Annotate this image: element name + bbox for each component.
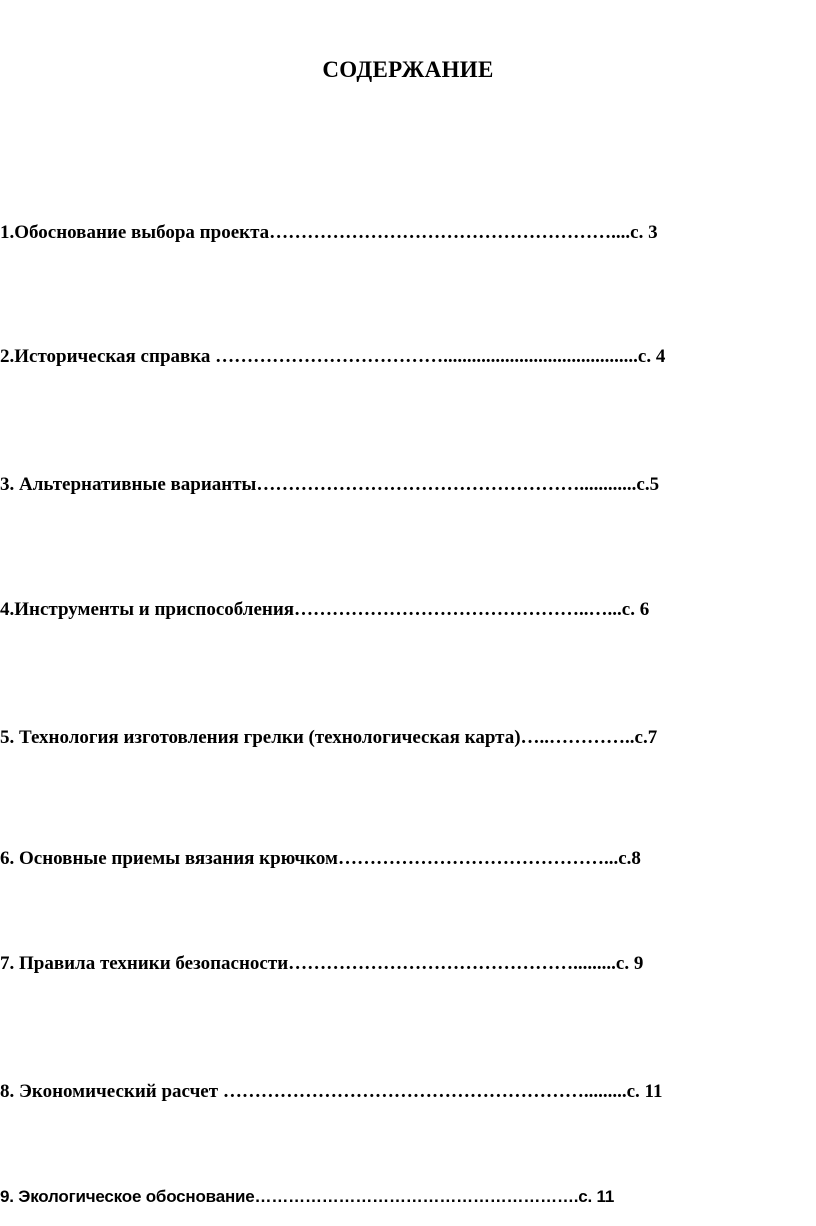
toc-entry-2: 2.Историческая справка ……………………………….........................................с. 4	[0, 346, 666, 367]
toc-entry-1: 1.Обоснование выбора проекта………………………………………………....с. 3	[0, 222, 658, 243]
toc-entry-4: 4.Инструменты и приспособления………………………………………..…...с. 6	[0, 599, 650, 620]
toc-entry-7: 7. Правила техники безопасности……………………………………….........с. 9	[0, 953, 644, 974]
toc-entry-9: 9. Экологическое обоснование………………………………………………….с. 11	[0, 1187, 615, 1206]
page-title: СОДЕРЖАНИЕ	[322, 57, 494, 82]
toc-entry-6: 6. Основные приемы вязания крючком……………………………………...с.8	[0, 848, 641, 869]
toc-entry-5: 5. Технология изготовления грелки (технологическая карта)…..…………..с.7	[0, 727, 658, 748]
toc-entry-8: 8. Экономический расчет ………………………………………………….........с. 11	[0, 1081, 663, 1102]
toc-entry-3: 3. Альтернативные варианты……………………………………………............с.5	[0, 474, 660, 495]
